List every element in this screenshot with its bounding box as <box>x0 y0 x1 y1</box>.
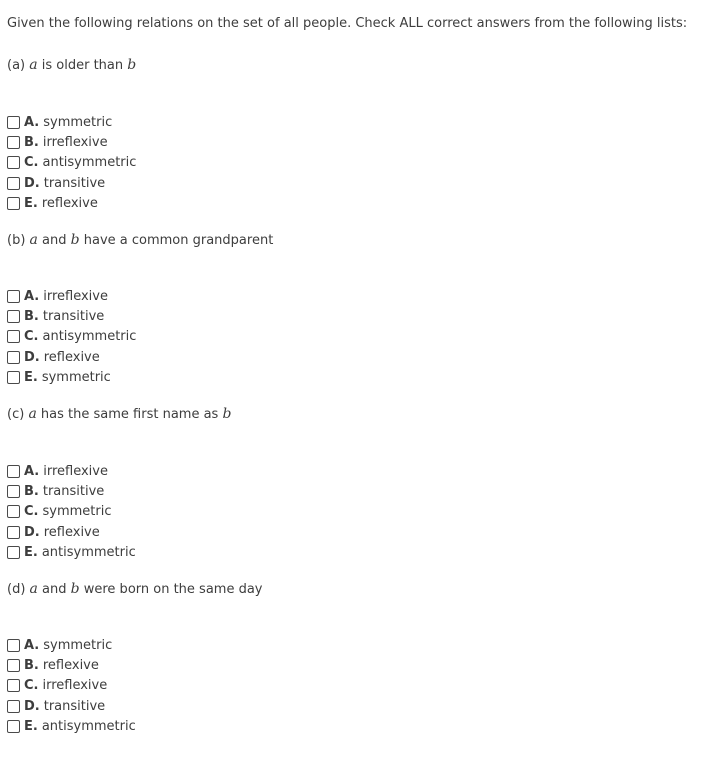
checkbox[interactable] <box>7 116 20 129</box>
option-d-B[interactable] <box>7 655 136 675</box>
option-c-D[interactable] <box>7 522 136 542</box>
relation-text: and <box>37 582 71 597</box>
option-c-C[interactable] <box>7 502 136 522</box>
question-a-options <box>7 112 136 214</box>
option-letter: C. <box>24 329 39 345</box>
option-letter: D. <box>24 524 40 540</box>
checkbox[interactable] <box>7 290 20 303</box>
option-letter: D. <box>24 175 40 191</box>
option-letter: C. <box>24 504 39 520</box>
option-text: symmetric <box>42 504 112 520</box>
option-a-D[interactable] <box>7 173 136 193</box>
question-d-title <box>7 580 263 599</box>
checkbox[interactable] <box>7 546 20 559</box>
question-d-options <box>7 635 136 737</box>
option-text: antisymmetric <box>41 545 136 561</box>
question-label: (c) <box>7 407 25 422</box>
option-text: reflexive <box>42 658 99 674</box>
math-var-b: b <box>127 57 137 73</box>
checkbox[interactable] <box>7 330 20 343</box>
option-d-C[interactable] <box>7 676 136 696</box>
option-letter: B. <box>24 484 39 500</box>
option-text: symmetric <box>43 114 113 130</box>
option-d-D[interactable] <box>7 696 136 716</box>
option-letter: E. <box>24 196 38 212</box>
option-letter: B. <box>24 658 39 674</box>
option-letter: A. <box>24 114 40 130</box>
option-a-C[interactable] <box>7 153 136 173</box>
relation-text: is older than <box>37 58 128 73</box>
option-text: antisymmetric <box>42 329 137 345</box>
option-letter: D. <box>24 698 40 714</box>
checkbox[interactable] <box>7 465 20 478</box>
checkbox[interactable] <box>7 679 20 692</box>
option-letter: A. <box>24 288 40 304</box>
option-text: irreflexive <box>42 678 108 694</box>
option-d-A[interactable] <box>7 635 136 655</box>
option-letter: C. <box>24 155 39 171</box>
checkbox[interactable] <box>7 720 20 733</box>
option-text: symmetric <box>41 370 111 386</box>
math-var-b: b <box>70 581 80 597</box>
option-b-E[interactable] <box>7 368 136 388</box>
option-text: transitive <box>42 484 105 500</box>
checkbox[interactable] <box>7 659 20 672</box>
option-text: transitive <box>43 175 106 191</box>
checkbox[interactable] <box>7 156 20 169</box>
option-c-E[interactable] <box>7 543 136 563</box>
question-b-title <box>7 231 273 250</box>
option-text: irreflexive <box>43 288 108 304</box>
option-text: symmetric <box>43 637 113 653</box>
relation-text: has the same first name as <box>36 407 223 422</box>
option-text: reflexive <box>43 349 100 365</box>
question-label: (d) <box>7 582 26 597</box>
option-text: irreflexive <box>43 463 108 479</box>
option-letter: D. <box>24 349 40 365</box>
option-b-A[interactable] <box>7 286 136 306</box>
relation-text: were born on the same day <box>79 582 263 597</box>
option-b-C[interactable] <box>7 327 136 347</box>
option-a-B[interactable] <box>7 132 136 152</box>
option-a-E[interactable] <box>7 194 136 214</box>
checkbox[interactable] <box>7 351 20 364</box>
math-var-a: a <box>29 581 38 597</box>
checkbox[interactable] <box>7 197 20 210</box>
math-var-a: a <box>29 232 38 248</box>
math-var-b: b <box>70 232 80 248</box>
question-label: (a) <box>7 58 26 73</box>
option-text: reflexive <box>43 524 100 540</box>
option-c-A[interactable] <box>7 461 136 481</box>
option-d-E[interactable] <box>7 717 136 737</box>
option-b-D[interactable] <box>7 347 136 367</box>
option-letter: B. <box>24 309 39 325</box>
relation-text: have a common grandparent <box>79 233 274 248</box>
instructions-text: Given the following relations on the set of all people. Check ALL correct answers from the following lists: <box>7 16 688 31</box>
option-letter: A. <box>24 637 40 653</box>
checkbox[interactable] <box>7 177 20 190</box>
math-var-a: a <box>29 57 38 73</box>
option-b-B[interactable] <box>7 306 136 326</box>
checkbox[interactable] <box>7 371 20 384</box>
question-b-options <box>7 286 136 388</box>
checkbox[interactable] <box>7 310 20 323</box>
option-text: transitive <box>42 309 105 325</box>
question-c-options <box>7 461 136 563</box>
option-text: transitive <box>43 698 106 714</box>
checkbox[interactable] <box>7 505 20 518</box>
option-letter: A. <box>24 463 40 479</box>
question-label: (b) <box>7 233 26 248</box>
option-letter: B. <box>24 135 39 151</box>
math-var-b: b <box>222 406 232 422</box>
option-letter: C. <box>24 678 39 694</box>
option-letter: E. <box>24 545 38 561</box>
option-letter: E. <box>24 370 38 386</box>
question-a-title <box>7 56 136 75</box>
option-text: antisymmetric <box>41 719 136 735</box>
option-text: antisymmetric <box>42 155 137 171</box>
option-text: irreflexive <box>42 135 108 151</box>
checkbox[interactable] <box>7 526 20 539</box>
math-var-a: a <box>28 406 37 422</box>
option-c-B[interactable] <box>7 481 136 501</box>
question-c-title <box>7 405 231 424</box>
checkbox[interactable] <box>7 639 20 652</box>
checkbox[interactable] <box>7 485 20 498</box>
checkbox[interactable] <box>7 700 20 713</box>
option-letter: E. <box>24 719 38 735</box>
checkbox[interactable] <box>7 136 20 149</box>
option-a-A[interactable] <box>7 112 136 132</box>
option-text: reflexive <box>41 196 98 212</box>
relation-text: and <box>37 233 71 248</box>
